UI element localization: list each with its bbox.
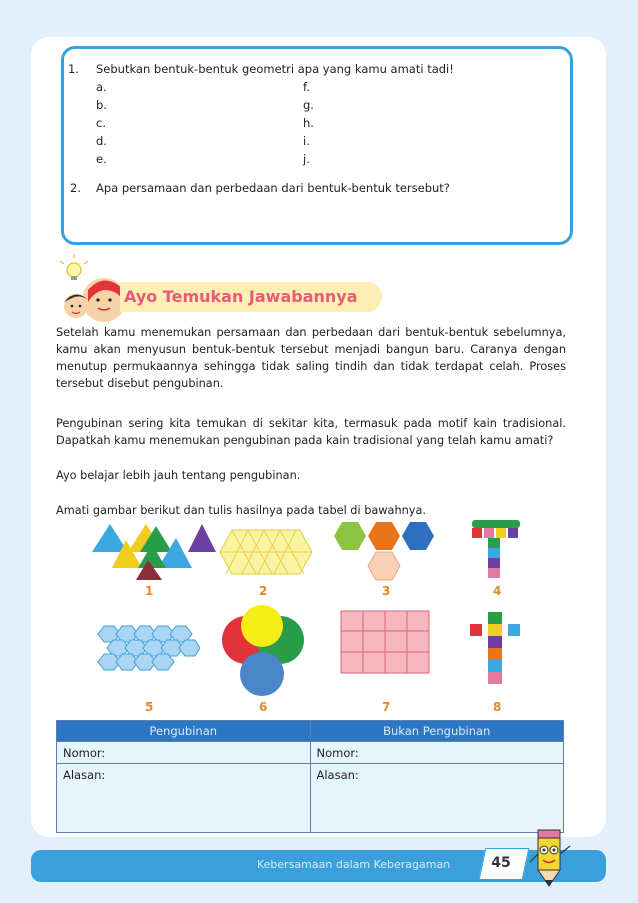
figure-8-cross bbox=[468, 610, 524, 686]
nomor-field-pengubinan[interactable]: Nomor: bbox=[57, 742, 311, 764]
alasan-field-bukan[interactable]: Alasan: bbox=[310, 764, 564, 833]
figure-number-3: 3 bbox=[382, 584, 391, 598]
section-banner bbox=[120, 282, 382, 312]
figure-7-rectangle-grid bbox=[340, 610, 430, 674]
paragraph-2: Pengubinan sering kita temukan di sekitar kita, termasuk pada motif kain tradisional. Dapatkah kamu menemukan pengubinan pada kain tradisional yang telah kamu amati? bbox=[56, 417, 566, 447]
figure-number-2: 2 bbox=[259, 584, 268, 598]
question-2-text: Apa persamaan dan perbedaan dari bentuk-bentuk tersebut? bbox=[96, 181, 450, 195]
figure-6-circles bbox=[218, 604, 308, 696]
figure-2-triangle-grid bbox=[218, 528, 314, 576]
option-j: j. bbox=[303, 152, 310, 166]
header-bukan-pengubinan: Bukan Pengubinan bbox=[310, 721, 564, 742]
nomor-field-bukan[interactable]: Nomor: bbox=[310, 742, 564, 764]
alasan-field-pengubinan[interactable]: Alasan: bbox=[57, 764, 311, 833]
option-a: a. bbox=[96, 80, 107, 94]
figure-number-4: 4 bbox=[493, 584, 502, 598]
figure-number-8: 8 bbox=[493, 700, 502, 714]
figure-1-triangles bbox=[90, 522, 220, 582]
page-number: 45 bbox=[491, 855, 511, 871]
option-h: h. bbox=[303, 116, 314, 130]
page-number-box bbox=[479, 848, 530, 880]
paragraph-4: Amati gambar berikut dan tulis hasilnya pada tabel di bawahnya. bbox=[56, 504, 426, 517]
option-g: g. bbox=[303, 98, 314, 112]
paragraph-3: Ayo belajar lebih jauh tentang pengubinan. bbox=[56, 469, 301, 482]
option-e: e. bbox=[96, 152, 107, 166]
figure-number-6: 6 bbox=[259, 700, 268, 714]
answer-table bbox=[56, 720, 564, 833]
figure-3-hexagons bbox=[332, 520, 440, 582]
question-2-number: 2. bbox=[70, 181, 81, 195]
pencil-mascot-icon bbox=[528, 828, 572, 890]
question-1-text: Sebutkan bentuk-bentuk geometri apa yang kamu amati tadi! bbox=[96, 62, 454, 76]
header-pengubinan: Pengubinan bbox=[57, 721, 311, 742]
question-1-number: 1. bbox=[68, 62, 79, 76]
figure-number-5: 5 bbox=[145, 700, 154, 714]
section-title: Ayo Temukan Jawabannya bbox=[124, 287, 358, 306]
footer-text: Kebersamaan dalam Keberagaman bbox=[257, 858, 451, 871]
figure-number-1: 1 bbox=[145, 584, 154, 598]
figure-number-7: 7 bbox=[382, 700, 391, 714]
option-d: d. bbox=[96, 134, 107, 148]
option-f: f. bbox=[303, 80, 310, 94]
option-b: b. bbox=[96, 98, 107, 112]
paragraph-1: Setelah kamu menemukan persamaan dan perbedaan dari bentuk-bentuk sebelumnya, kamu akan menyusun bentuk-bentuk tersebut menjadi bangun baru. Caranya dengan menutup permukaannya sehingga tidak saling tindih dan tidak terdapat celah. Proses tersebut disebut pengubinan. bbox=[56, 326, 566, 390]
option-c: c. bbox=[96, 116, 106, 130]
figure-5-hexagon-tiling bbox=[96, 624, 200, 672]
figure-4-squares bbox=[470, 518, 522, 582]
option-i: i. bbox=[303, 134, 310, 148]
